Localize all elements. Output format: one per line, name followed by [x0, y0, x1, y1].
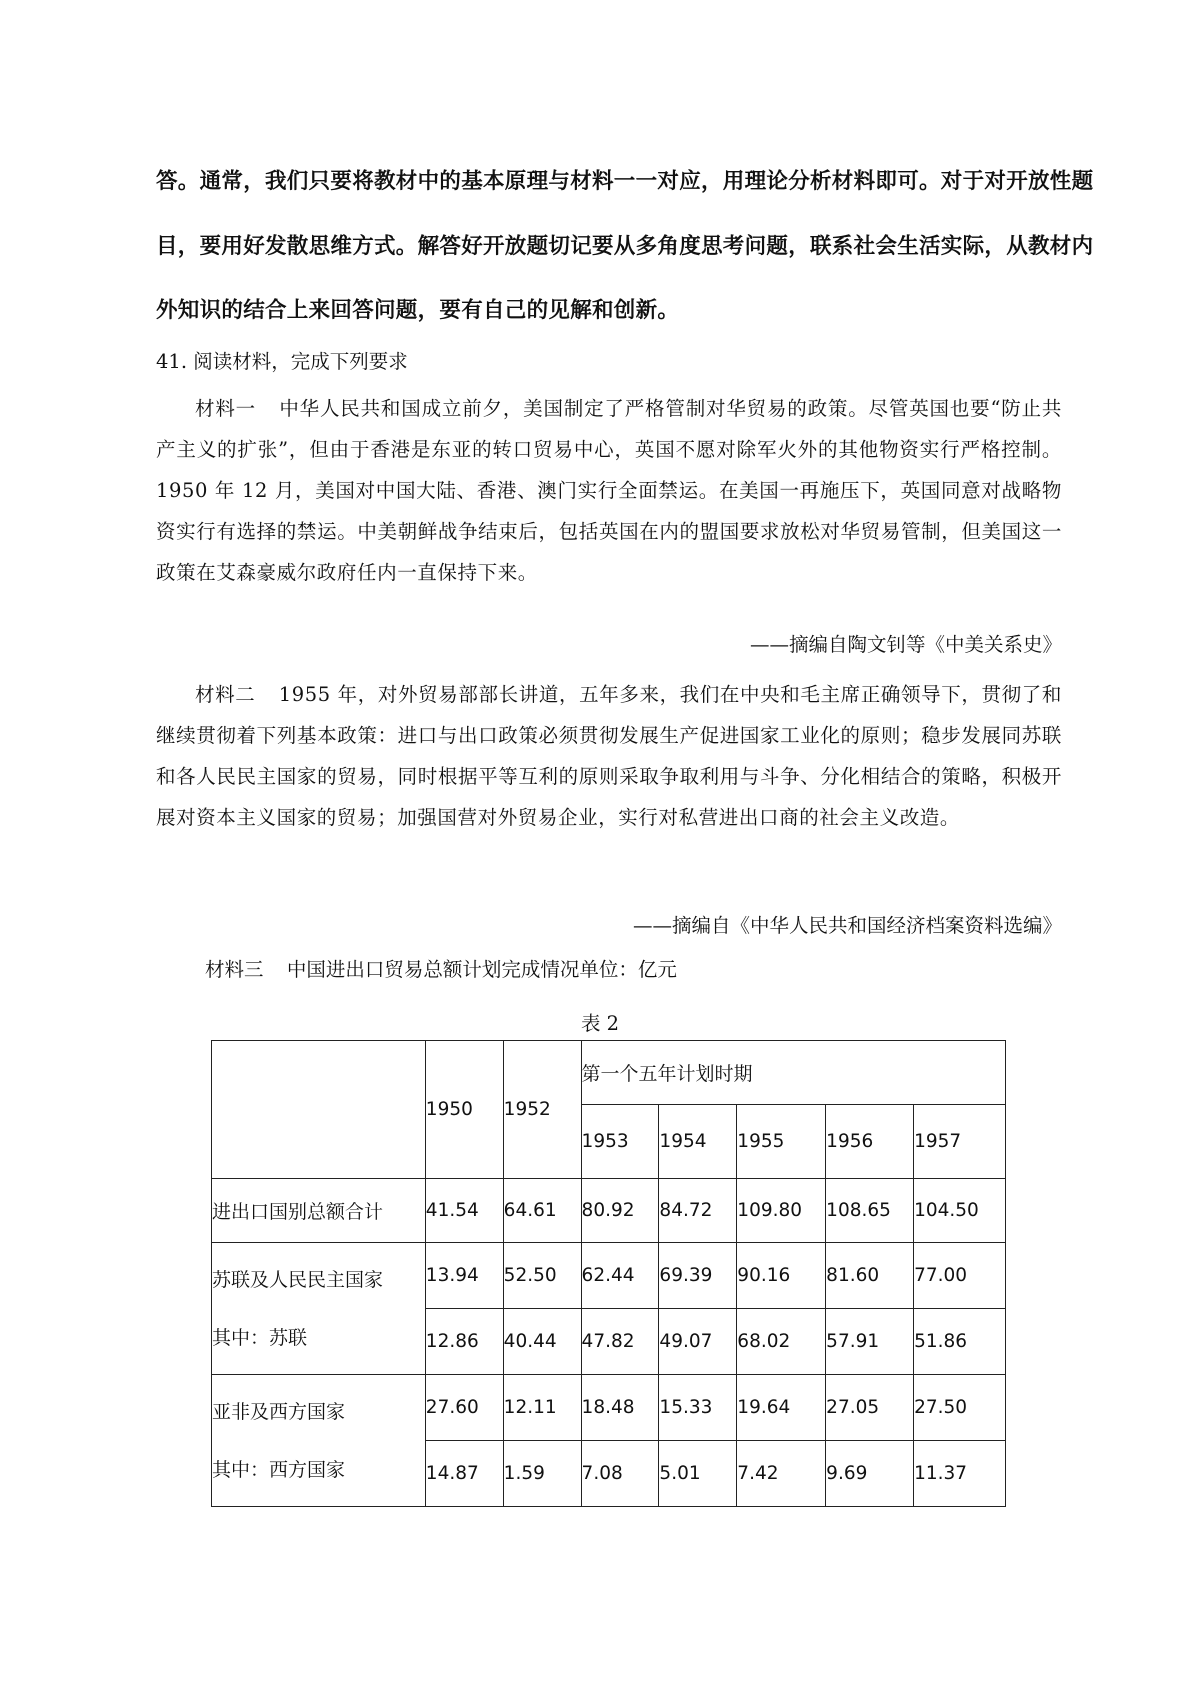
trade-table — [211, 1040, 1006, 1507]
table-cell: 90.16 — [737, 1243, 826, 1309]
material-two-text: 1955 年，对外贸易部部长讲道，五年多来，我们在中央和毛主席正确领导下，贯彻了和继续贯彻着下列基本政策：进口与出口政策必须贯彻发展生产促进国家工业化的原则；稳步发展同苏联和各人民民主国家的贸易，同时根据平等互利的原则采取争取利用与斗争、分化相结合的策略，积极开展对资本主义国家的贸易；加强国营对外贸易企业，实行对私营进出口商的社会主义改造。 — [156, 683, 1062, 829]
row-label-group-west — [212, 1375, 426, 1507]
table-cell: 69.39 — [659, 1243, 737, 1309]
row-label: 亚非及西方国家 — [212, 1400, 346, 1423]
row-label: 其中：苏联 — [212, 1326, 308, 1349]
row-label: 其中：西方国家 — [212, 1458, 346, 1481]
table-cell: 7.42 — [737, 1441, 826, 1507]
table-cell: 64.61 — [503, 1179, 581, 1243]
table-cell: 14.87 — [425, 1441, 503, 1507]
table-cell: 27.05 — [826, 1375, 914, 1441]
table-cell: 51.86 — [914, 1309, 1006, 1375]
year-1952: 1952 — [503, 1041, 581, 1179]
table-cell: 47.82 — [581, 1309, 659, 1375]
material-one-text: 中华人民共和国成立前夕，美国制定了严格管制对华贸易的政策。尽管英国也要“防止共产主义的扩张”，但由于香港是东亚的转口贸易中心，英国不愿对除军火外的其他物资实行严格控制。1950 年 12 月，美国对中国大陆、香港、澳门实行全面禁运。在美国一再施压下，英国同意对战略物资实行有选择的禁运。中美朝鲜战争结束后，包括英国在内的盟国要求放松对华贸易管制，但美国这一政策在艾森豪威尔政府任内一直保持下来。 — [156, 397, 1062, 584]
material-two — [156, 674, 1062, 838]
row-label: 苏联及人民民主国家 — [212, 1268, 384, 1291]
table-cell: 84.72 — [659, 1179, 737, 1243]
table-corner-cell — [212, 1041, 426, 1179]
table-row-total — [212, 1179, 1006, 1243]
table-row-ussr-bloc — [212, 1243, 1006, 1309]
table-cell: 9.69 — [826, 1441, 914, 1507]
table-cell: 104.50 — [914, 1179, 1006, 1243]
material-one-source: ——摘编自陶文钊等《中美关系史》 — [749, 633, 1062, 656]
table-cell: 109.80 — [737, 1179, 826, 1243]
material-one — [156, 388, 1062, 593]
table-cell: 5.01 — [659, 1441, 737, 1507]
material-three — [205, 954, 677, 982]
table-cell: 13.94 — [425, 1243, 503, 1309]
table-cell: 68.02 — [737, 1309, 826, 1375]
table-cell: 40.44 — [503, 1309, 581, 1375]
material-two-source: ——摘编自《中华人民共和国经济档案资料选编》 — [632, 914, 1062, 937]
table-cell: 19.64 — [737, 1375, 826, 1441]
intro-line-3: 外知识的结合上来回答问题，要有自己的见解和创新。 — [156, 298, 680, 323]
table-cell: 81.60 — [826, 1243, 914, 1309]
intro-line-1: 答。通常，我们只要将教材中的基本原理与材料一一对应，用理论分析材料即可。对于对开放性题 — [156, 169, 1094, 194]
table-caption: 表 2 — [580, 1012, 620, 1035]
period-header: 第一个五年计划时期 — [581, 1041, 1005, 1105]
table-cell: 1.59 — [503, 1441, 581, 1507]
table-cell: 49.07 — [659, 1309, 737, 1375]
table-cell: 57.91 — [826, 1309, 914, 1375]
material-three-label: 材料三 — [205, 958, 264, 981]
table-cell: 7.08 — [581, 1441, 659, 1507]
material-three-text: 中国进出口贸易总额计划完成情况单位：亿元 — [286, 958, 677, 981]
table-cell: 62.44 — [581, 1243, 659, 1309]
intro-line-2: 目，要用好发散思维方式。解答好开放题切记要从多角度思考问题，联系社会生活实际，从教材内 — [156, 234, 1094, 259]
question-title: 41. 阅读材料，完成下列要求 — [156, 350, 408, 373]
table-cell: 12.11 — [503, 1375, 581, 1441]
table-cell: 77.00 — [914, 1243, 1006, 1309]
material-one-label: 材料一 — [195, 397, 256, 420]
table-header-row-1 — [212, 1041, 1006, 1105]
table-cell: 41.54 — [425, 1179, 503, 1243]
year-1950: 1950 — [425, 1041, 503, 1179]
table-cell: 80.92 — [581, 1179, 659, 1243]
year-1956: 1956 — [826, 1105, 914, 1179]
year-1957: 1957 — [914, 1105, 1006, 1179]
material-two-label: 材料二 — [195, 683, 256, 706]
table-cell: 18.48 — [581, 1375, 659, 1441]
table-cell: 12.86 — [425, 1309, 503, 1375]
table-cell: 108.65 — [826, 1179, 914, 1243]
year-1954: 1954 — [659, 1105, 737, 1179]
table-cell: 52.50 — [503, 1243, 581, 1309]
table-cell: 27.60 — [425, 1375, 503, 1441]
table-cell: 11.37 — [914, 1441, 1006, 1507]
year-1953: 1953 — [581, 1105, 659, 1179]
table-cell: 15.33 — [659, 1375, 737, 1441]
table-row-afro-asian-western — [212, 1375, 1006, 1441]
table-cell: 27.50 — [914, 1375, 1006, 1441]
row-label-group-ussr — [212, 1243, 426, 1375]
year-1955: 1955 — [737, 1105, 826, 1179]
row-label: 进出口国别总额合计 — [212, 1179, 426, 1243]
